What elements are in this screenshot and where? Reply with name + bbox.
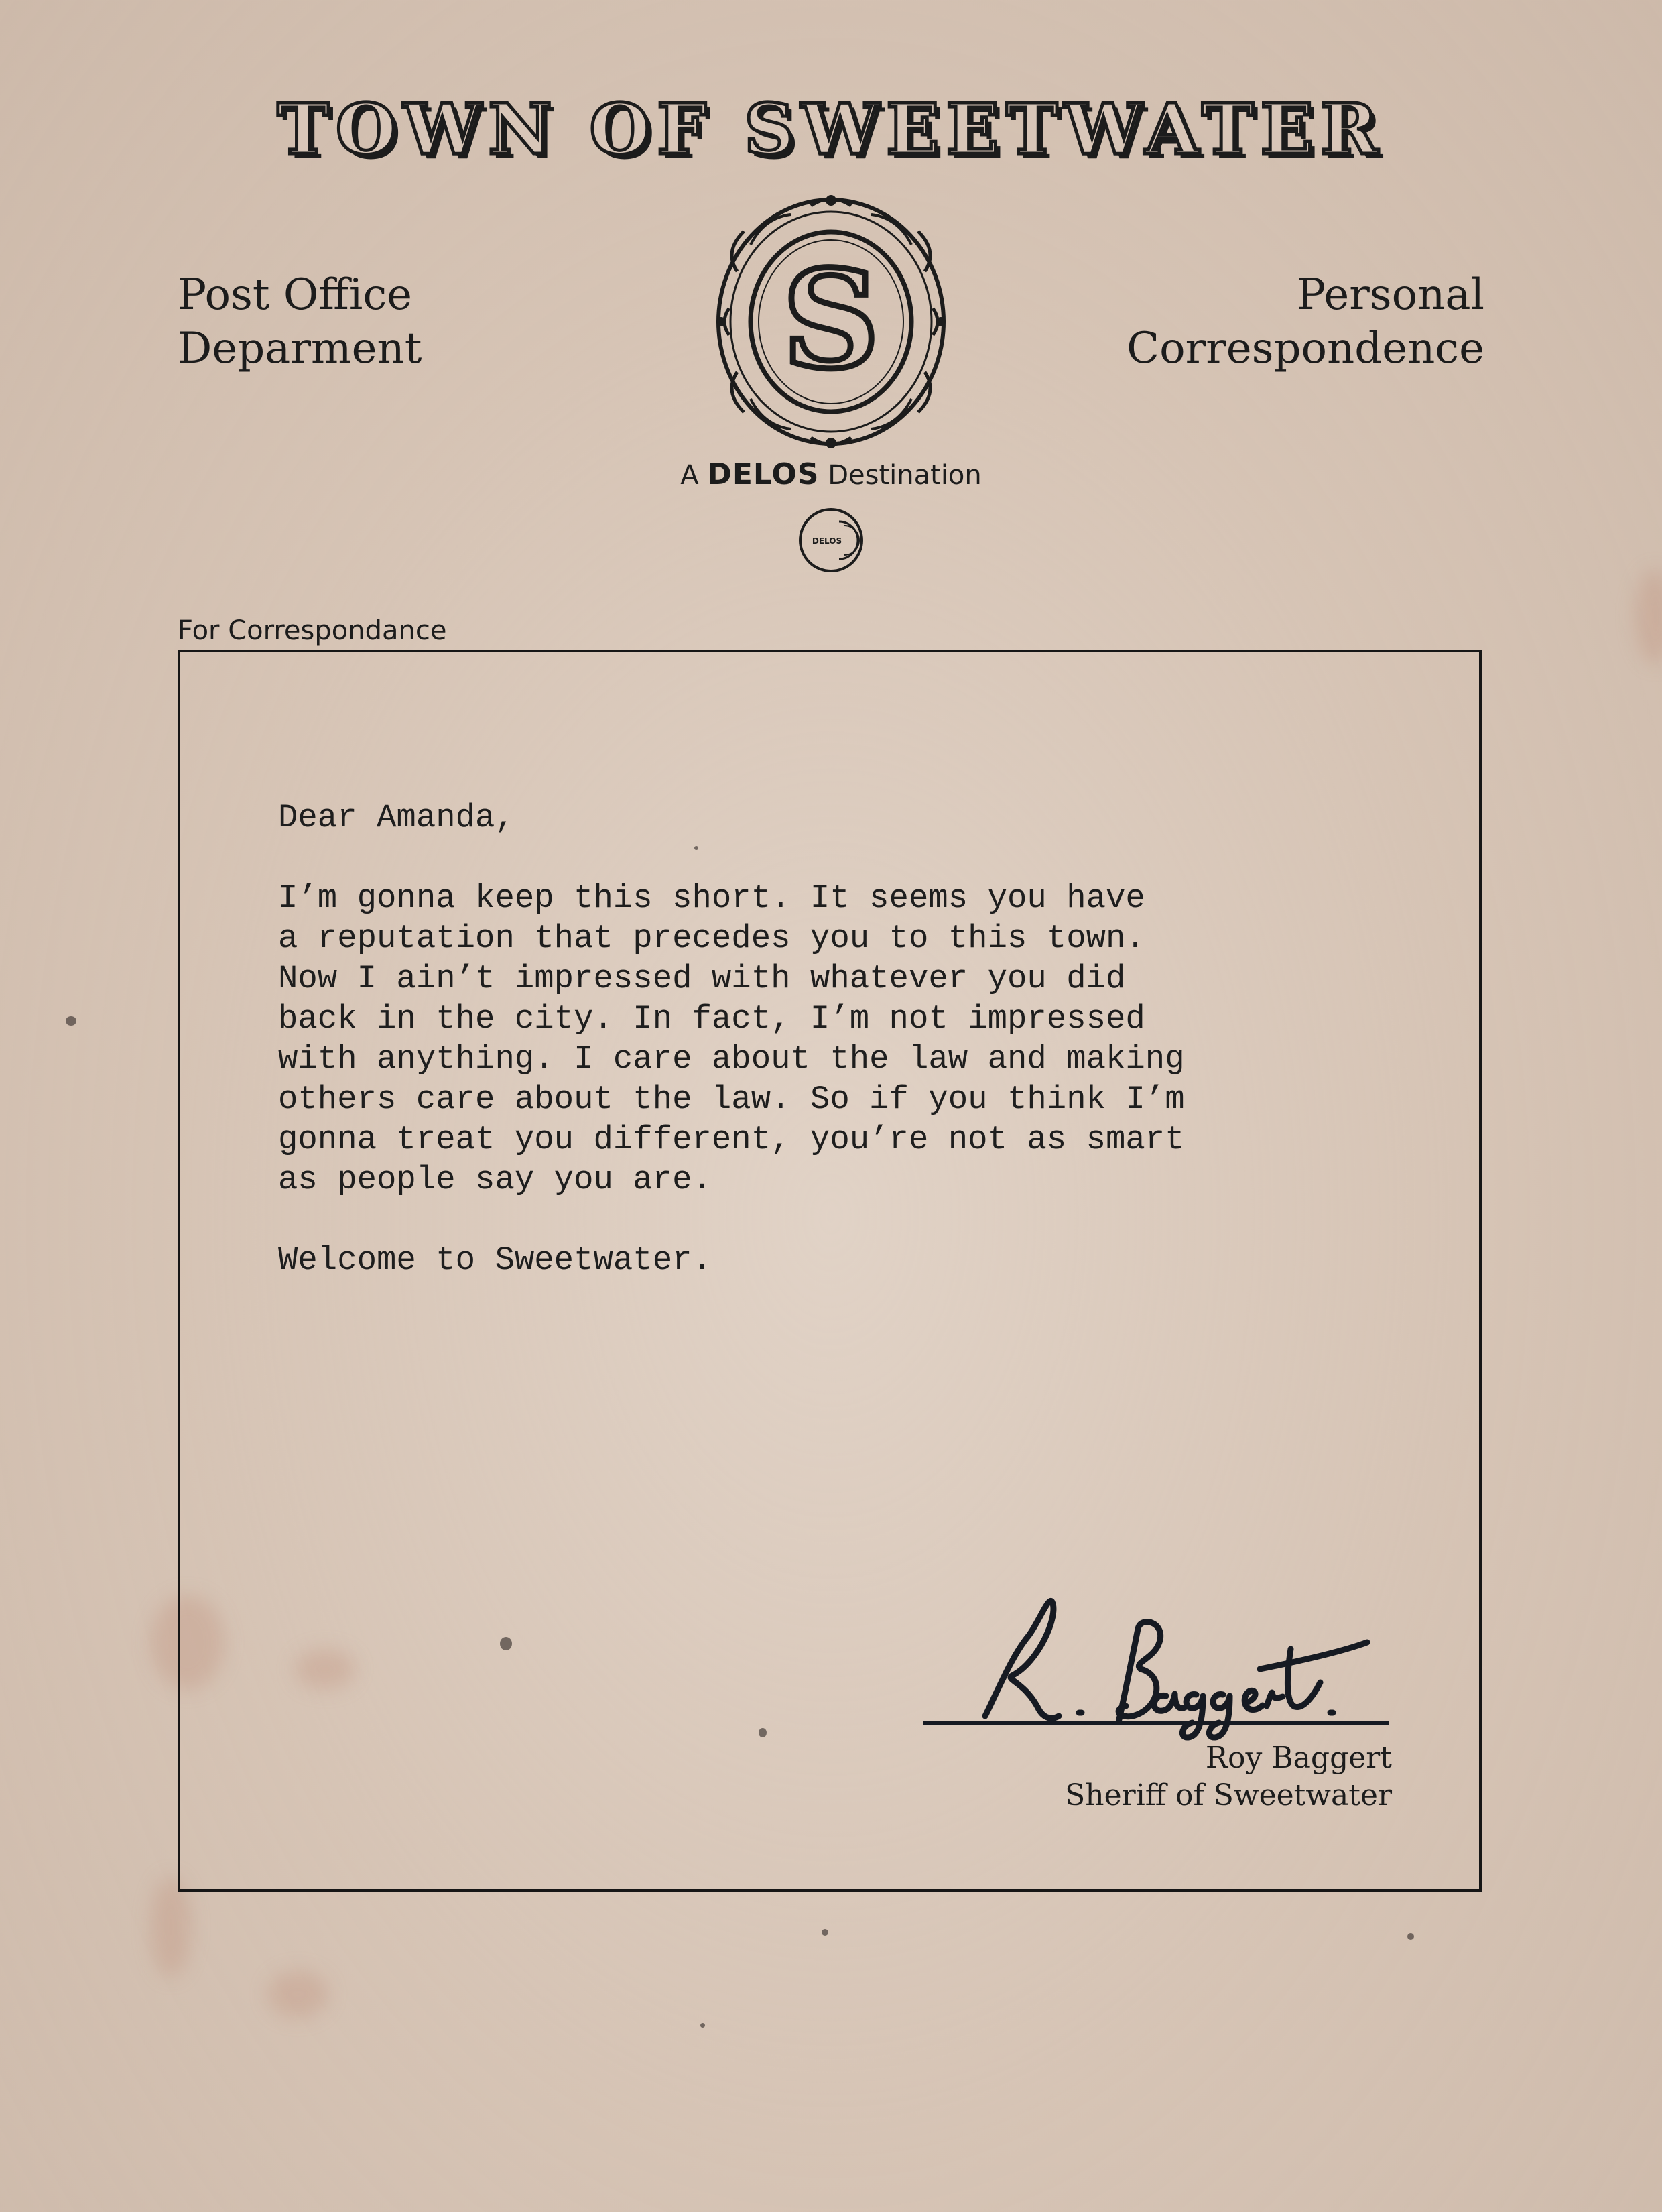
department-line-1: Post Office (178, 270, 413, 320)
delos-logo-icon (797, 507, 865, 574)
paper-stain (268, 1971, 328, 2018)
letter-body-line: with anything. I care about the law and making (278, 1040, 1185, 1078)
tagline-prefix: A (680, 460, 699, 491)
paper-stain (1635, 570, 1662, 664)
tagline-brand: DELOS (707, 457, 820, 491)
tagline-suffix: Destination (828, 460, 982, 491)
letter-salutation: Dear Amanda, (278, 799, 515, 837)
correspondence-type-label (1127, 268, 1484, 375)
delos-tagline (0, 457, 1662, 491)
signer-block (1065, 1739, 1392, 1815)
paper-speck (822, 1929, 828, 1936)
letter-body (278, 878, 1283, 1200)
correspondence-type-line-1: Personal (1297, 270, 1484, 320)
letter-text (278, 798, 1283, 1320)
paper-speck (700, 2023, 705, 2028)
sweetwater-crest-emblem (710, 191, 952, 452)
letter-body-line: a reputation that precedes you to this town. (278, 920, 1145, 957)
letter-closing: Welcome to Sweetwater. (278, 1241, 712, 1279)
letter-body-line: gonna treat you different, you’re not as smart (278, 1121, 1185, 1158)
signer-name: Roy Baggert (1205, 1741, 1392, 1775)
letter-body-line: as people say you are. (278, 1161, 712, 1199)
paper-speck (1407, 1933, 1414, 1940)
correspondence-field-label: For Correspondance (178, 615, 447, 646)
crest-letter: S (782, 241, 880, 399)
signer-title: Sheriff of Sweetwater (1065, 1778, 1392, 1812)
paper-stain (151, 1877, 191, 1977)
letter-body-line: I’m gonna keep this short. It seems you have (278, 879, 1145, 917)
delos-logo-text: DELOS (812, 536, 842, 546)
letter-body-line: back in the city. In fact, I’m not impressed (278, 1000, 1145, 1038)
department-line-2: Deparment (178, 324, 422, 373)
letter-body-line: others care about the law. So if you think I’m (278, 1081, 1185, 1118)
department-label (178, 268, 422, 375)
paper-speck (66, 1016, 76, 1026)
letter-body-line: Now I ain’t impressed with whatever you did (278, 960, 1126, 997)
correspondence-type-line-2: Correspondence (1127, 324, 1484, 373)
signature-line (923, 1721, 1389, 1725)
letterhead-title: TOWN OF SWEETWATER (277, 88, 1385, 170)
